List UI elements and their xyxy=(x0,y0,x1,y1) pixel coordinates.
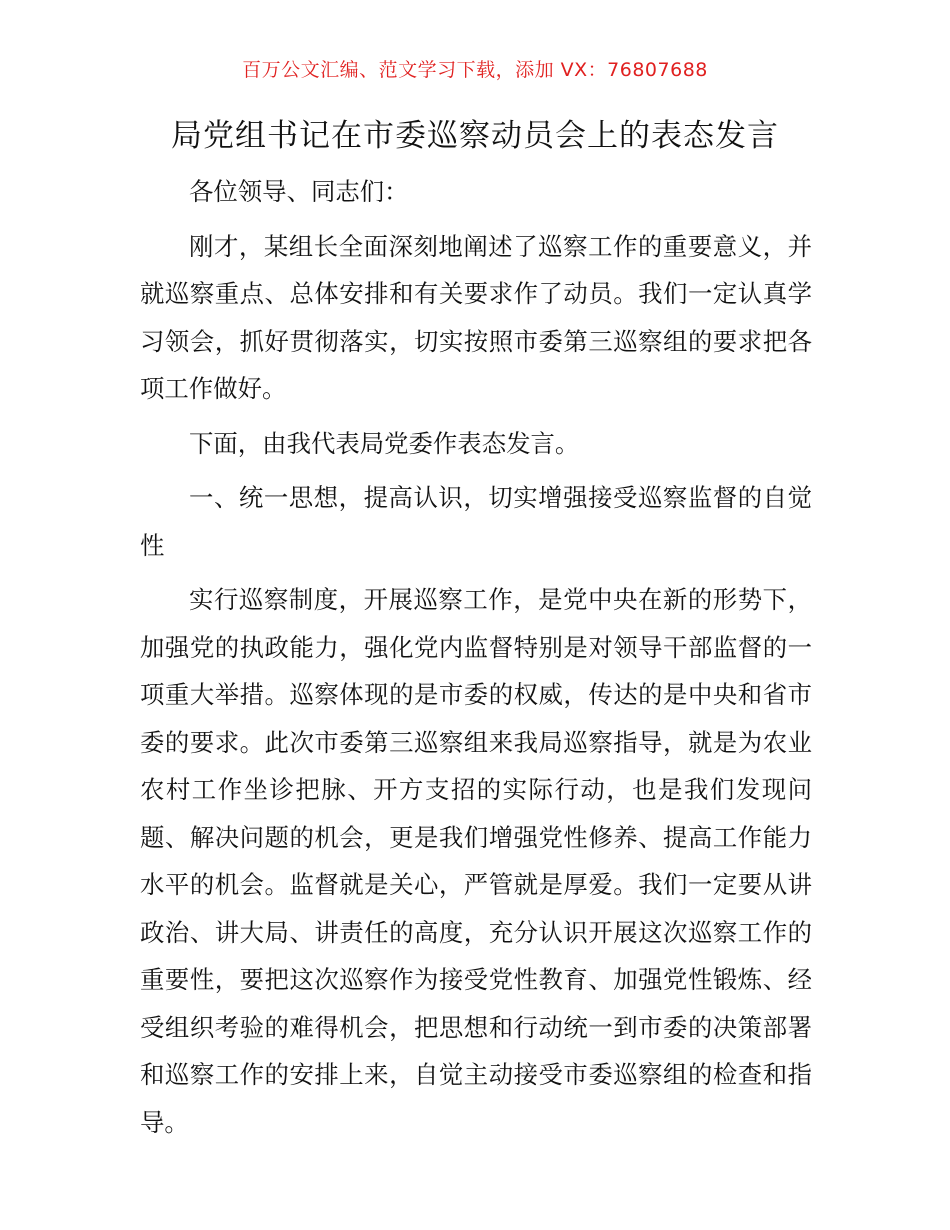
section-heading-1: 一、统一思想，提高认识，切实增强接受巡察监督的自觉性 xyxy=(140,483,812,560)
transition-paragraph: 下面，由我代表局党委作表态发言。 xyxy=(189,428,580,458)
document-body xyxy=(140,168,812,1153)
salutation-paragraph: 各位领导、同志们： xyxy=(189,177,409,206)
section-body-paragraph: 实行巡察制度，开展巡察工作，是党中央在新的形势下，加强党的执政能力，强化党内监督特别是对领导干部监督的一项重大举措。巡察体现的是市委的权威，传达的是中央和省市委的要求。此次市委第三巡察组来我局巡察指导，就是为农业农村工作坐诊把脉、开方支招的实际行动，也是我们发现问题、解决问题的机会，更是我们增强党性修养、提高工作能力水平的机会。监督就是关心，严管就是厚爱。我们一定要从讲政治、讲大局、讲责任的高度，充分认识开展这次巡察工作的重要性，要把这次巡察作为接受党性教育、加强党性锻炼、经受组织考验的难得机会，把思想和行动统一到市委的决策部署和巡察工作的安排上来，自觉主动接受市委巡察组的检查和指导。 xyxy=(140,585,812,1137)
intro-paragraph: 刚才，某组长全面深刻地阐述了巡察工作的重要意义，并就巡察重点、总体安排和有关要求作了动员。我们一定认真学习领会，抓好贯彻落实，切实按照市委第三巡察组的要求把各项工作做好。 xyxy=(140,231,812,403)
watermark-banner: 百万公文汇编、范文学习下载，添加 VX：76807688 xyxy=(242,59,708,81)
document-title: 局党组书记在市委巡察动员会上的表态发言 xyxy=(171,118,779,154)
